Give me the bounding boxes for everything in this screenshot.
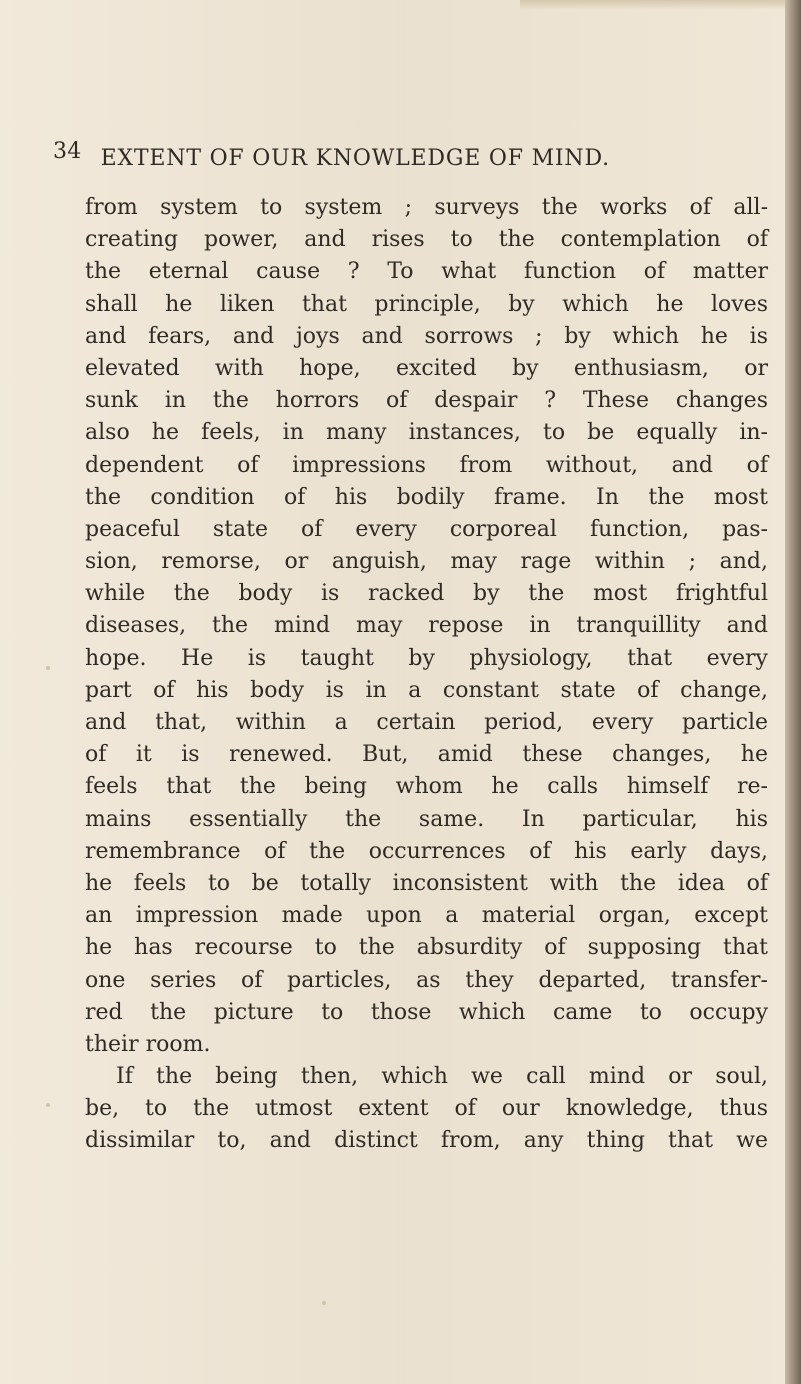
page-number: 34: [53, 139, 82, 164]
paper-speck: [46, 666, 50, 670]
text-line: one series of particles, as they departed, transfer-: [85, 967, 768, 993]
text-line: the condition of his bodily frame. In the most: [85, 484, 768, 510]
text-line: he feels to be totally inconsistent with the idea of: [85, 870, 768, 896]
text-line: creating power, and rises to the contemplation of: [85, 227, 768, 253]
paper-speck: [46, 1103, 50, 1107]
text-line: dependent of impressions from without, and of: [85, 452, 768, 478]
text-line: be, to the utmost extent of our knowledge, thus: [85, 1096, 768, 1122]
text-line: diseases, the mind may repose in tranquillity and: [85, 613, 768, 639]
text-line: mains essentially the same. In particular, his: [85, 806, 768, 832]
page-header: [53, 139, 743, 179]
text-line: while the body is racked by the most frightful: [85, 581, 768, 607]
text-line: part of his body is in a constant state of change,: [85, 677, 768, 703]
paper-speck: [322, 1301, 326, 1305]
text-line: red the picture to those which came to occupy: [85, 999, 768, 1025]
text-line: from system to system ; surveys the works of all-: [85, 195, 768, 220]
text-line: If the being then, which we call mind or soul,: [116, 1064, 768, 1090]
text-line: remembrance of the occurrences of his early days,: [85, 838, 768, 864]
page-right-edge-shadow: [785, 0, 801, 1384]
text-line: hope. He is taught by physiology, that every: [85, 645, 768, 671]
running-title: EXTENT OF OUR KNOWLEDGE OF MIND.: [100, 146, 610, 171]
text-line: of it is renewed. But, amid these changes, he: [85, 742, 768, 768]
text-line: sunk in the horrors of despair ? These changes: [85, 388, 768, 414]
text-line: he has recourse to the absurdity of supposing that: [85, 935, 768, 961]
text-line: dissimilar to, and distinct from, any thing that we: [85, 1128, 768, 1154]
text-line: also he feels, in many instances, to be equally in-: [85, 420, 768, 446]
text-line: sion, remorse, or anguish, may rage within ; and,: [85, 549, 768, 575]
text-line: an impression made upon a material organ, except: [85, 903, 768, 929]
text-line: peaceful state of every corporeal function, pas-: [85, 516, 768, 542]
text-line: shall he liken that principle, by which he loves: [85, 291, 768, 317]
text-line: their room.: [85, 1031, 211, 1057]
page-top-edge-shadow: [520, 0, 801, 10]
text-line: and that, within a certain period, every particle: [85, 710, 768, 735]
body-text: [85, 192, 768, 1158]
text-line: elevated with hope, excited by enthusiasm, or: [85, 355, 768, 381]
text-line: feels that the being whom he calls himself re-: [85, 774, 768, 800]
text-line: the eternal cause ? To what function of matter: [85, 259, 768, 285]
text-line: and fears, and joys and sorrows ; by which he is: [85, 323, 768, 349]
